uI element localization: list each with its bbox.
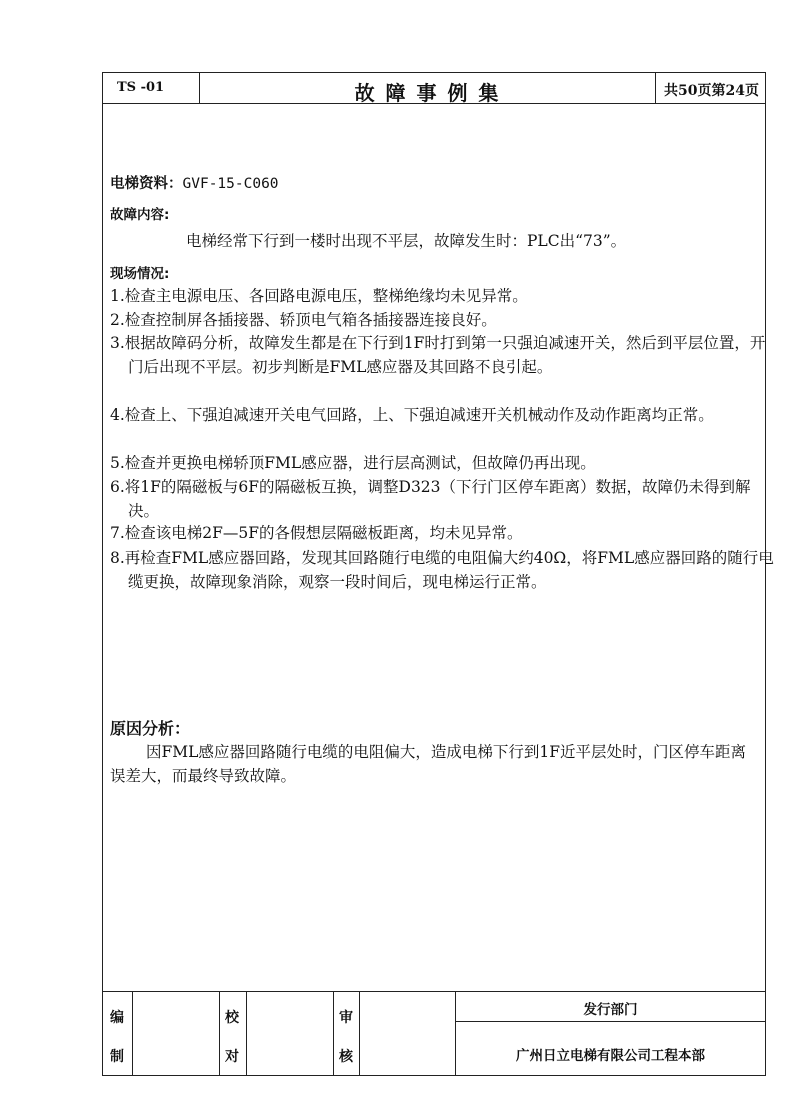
fault-label: 故障内容: <box>110 207 170 223</box>
doc-code: TS -01 <box>117 80 165 95</box>
cause-label: 原因分析： <box>110 719 191 738</box>
footer-col-divider-2 <box>219 991 220 1076</box>
site-item-4: 4.检查上、下强迫减速开关电气回路，上、下强迫减速开关机械动作及动作距离均正常。 <box>110 406 714 424</box>
checker-label-2: 对 <box>225 1049 239 1065</box>
site-item-6: 6.将1F的隔磁板与6F的隔磁板互换，调整D323（下行门区停车距离）数据，故障仍未得到解决。 <box>110 478 751 520</box>
page-title: 故 障 事 例 集 <box>354 81 501 105</box>
dept-name: 广州日立电梯有限公司工程本部 <box>516 1048 705 1064</box>
cause-text: 因FML感应器回路随行电缆的电阻偏大，造成电梯下行到1F近平层处时，门区停车距离误差大，而最终导致故障。 <box>110 743 747 785</box>
page-info: 共50页第24页 <box>664 83 759 99</box>
elevator-model: GVF-15-C060 <box>182 176 279 192</box>
footer-col-divider-4 <box>333 991 334 1076</box>
site-item-7: 7.检查该电梯2F—5F的各假想层隔磁板距离，均未见异常。 <box>110 524 523 542</box>
site-item-1: 1.检查主电源电压、各回路电源电压，整梯绝缘均未见异常。 <box>110 287 528 305</box>
reviewer-label-1: 审 <box>339 1010 353 1026</box>
checker-label-1: 校 <box>225 1010 239 1026</box>
footer-col-divider-1 <box>132 991 133 1076</box>
footer-col-divider-5 <box>359 991 360 1076</box>
footer-divider <box>102 991 766 992</box>
site-label: 现场情况: <box>110 266 170 282</box>
site-item-2: 2.检查控制屏各插接器、轿顶电气箱各插接器连接良好。 <box>110 311 497 329</box>
site-item-8: 8.再检查FML感应器回路，发现其回路随行电缆的电阻偏大约40Ω，将FML感应器回路的随行电缆更换，故障现象消除，观察一段时间后，现电梯运行正常。 <box>110 549 774 591</box>
footer-col-divider-3 <box>246 991 247 1076</box>
site-item-5: 5.检查并更换电梯轿顶FML感应器，进行层高测试，但故障仍再出现。 <box>110 454 596 472</box>
dept-label: 发行部门 <box>583 1002 638 1018</box>
header-col-divider-2 <box>655 72 656 104</box>
footer-dept-divider <box>455 1021 766 1022</box>
editor-label-2: 制 <box>110 1049 124 1065</box>
fault-description: 电梯经常下行到一楼时出现不平层，故障发生时：PLC出“73”。 <box>186 232 627 250</box>
elevator-info-label: 电梯资料： <box>110 176 183 192</box>
site-item-3: 3.根据故障码分析，故障发生都是在下行到1F时打到第一只强迫减速开关，然后到平层位置，开门后出现不平层。初步判断是FML感应器及其回路不良引起。 <box>110 334 766 376</box>
editor-label-1: 编 <box>110 1010 124 1026</box>
elevator-info <box>110 172 279 193</box>
reviewer-label-2: 核 <box>339 1049 353 1065</box>
